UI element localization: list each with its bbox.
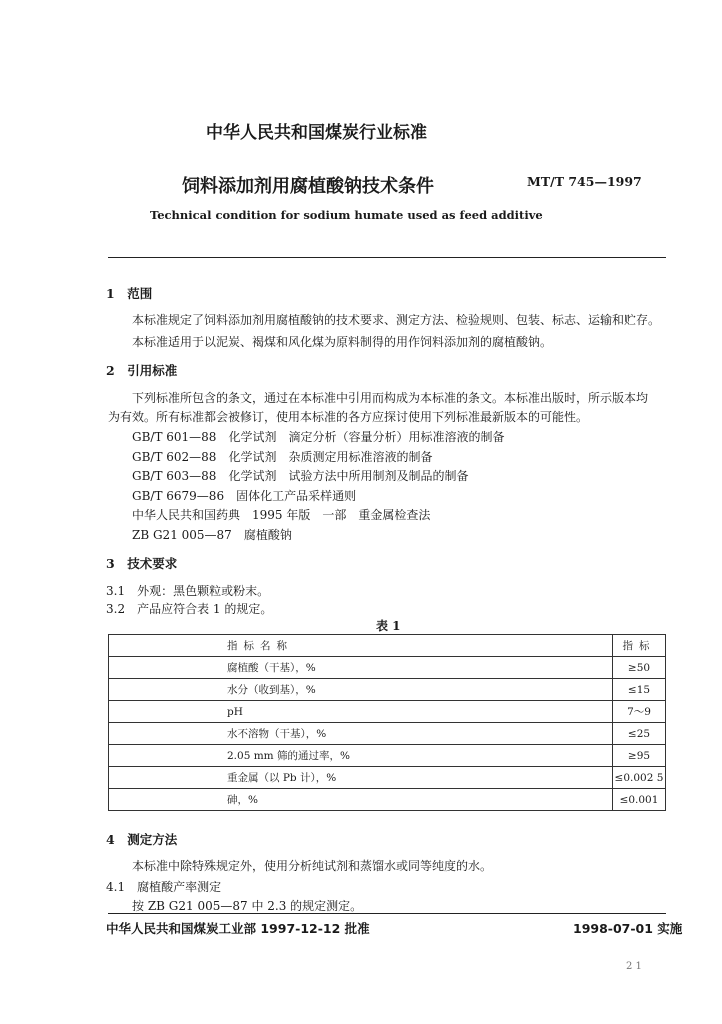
section-3-item: 3.1 外观：黑色颗粒或粉末。 [106, 584, 270, 598]
document-title-en: Technical condition for sodium humate used as feed additive [150, 208, 543, 222]
approval-line: 中华人民共和国煤炭工业部 1997-12-12 批准 [106, 921, 370, 936]
table-row [109, 767, 666, 789]
section-3-heading: 3 技术要求 [106, 556, 178, 571]
section-4-heading: 4 测定方法 [106, 832, 178, 847]
table-header-value: 指标 [613, 635, 666, 657]
page-number: 2 1 [626, 961, 642, 972]
effective-date: 1998-07-01 实施 [573, 921, 683, 936]
table-cell-name: 2.05 mm 筛的通过率，% [109, 745, 613, 767]
section-4-item-text: 按 ZB G21 005—87 中 2.3 的规定测定。 [132, 899, 363, 913]
table-cell-value: ≥95 [613, 745, 666, 767]
table-cell-value: ≤0.001 [613, 789, 666, 811]
table-row [109, 701, 666, 723]
table-cell-name: 水不溶物（干基），% [109, 723, 613, 745]
table-row [109, 789, 666, 811]
reference-item: GB/T 6679—86 固体化工产品采样通则 [132, 489, 357, 503]
table-cell-name: pH [109, 701, 613, 723]
table-cell-value: ≤0.002 5 [613, 767, 666, 789]
table-cell-value: ≥50 [613, 657, 666, 679]
reference-item: GB/T 603—88 化学试剂 试验方法中所用制剂及制品的制备 [132, 469, 469, 483]
spec-table [108, 634, 666, 811]
table-row [109, 657, 666, 679]
section-1-paragraph: 本标准适用于以泥炭、褐煤和风化煤为原料制得的用作饲料添加剂的腐植酸钠。 [132, 335, 553, 349]
section-1-paragraph: 本标准规定了饲料添加剂用腐植酸钠的技术要求、测定方法、检验规则、包装、标志、运输和贮存。 [132, 313, 661, 327]
reference-item: ZB G21 005—87 腐植酸钠 [132, 528, 292, 542]
section-4-paragraph: 本标准中除特殊规定外，使用分析纯试剂和蒸馏水或同等纯度的水。 [132, 859, 493, 873]
reference-item: 中华人民共和国药典 1995 年版 一部 重金属检查法 [132, 508, 431, 522]
section-2-paragraph: 下列标准所包含的条文，通过在本标准中引用而构成为本标准的条文。本标准出版时，所示版本均 [132, 391, 649, 405]
table-header-row [109, 635, 666, 657]
header-rule [108, 257, 666, 258]
table-row [109, 723, 666, 745]
section-4-item: 4.1 腐植酸产率测定 [106, 880, 222, 894]
footer-rule [108, 913, 666, 914]
table-cell-value: 7～9 [613, 701, 666, 723]
table-cell-name: 重金属（以 Pb 计），% [109, 767, 613, 789]
table-cell-value: ≤25 [613, 723, 666, 745]
reference-item: GB/T 601—88 化学试剂 滴定分析（容量分析）用标准溶液的制备 [132, 430, 505, 444]
table-cell-value: ≤15 [613, 679, 666, 701]
table-cell-name: 砷，% [109, 789, 613, 811]
section-3-item: 3.2 产品应符合表 1 的规定。 [106, 602, 273, 616]
standard-code: MT/T 745—1997 [527, 174, 642, 189]
section-2-paragraph: 为有效。所有标准都会被修订，使用本标准的各方应探讨使用下列标准最新版本的可能性。 [108, 410, 589, 424]
table-cell-name: 腐植酸（干基），% [109, 657, 613, 679]
table-cell-name: 水分（收到基），% [109, 679, 613, 701]
section-1-heading: 1 范围 [106, 286, 153, 301]
table-row [109, 679, 666, 701]
table-caption: 表 1 [376, 619, 401, 633]
table-row [109, 745, 666, 767]
document-title-cn: 饲料添加剂用腐植酸钠技术条件 [182, 176, 434, 197]
org-standard-title: 中华人民共和国煤炭行业标准 [206, 123, 427, 143]
section-2-heading: 2 引用标准 [106, 363, 178, 378]
reference-item: GB/T 602—88 化学试剂 杂质测定用标准溶液的制备 [132, 450, 433, 464]
table-header-name: 指标名称 [109, 635, 613, 657]
